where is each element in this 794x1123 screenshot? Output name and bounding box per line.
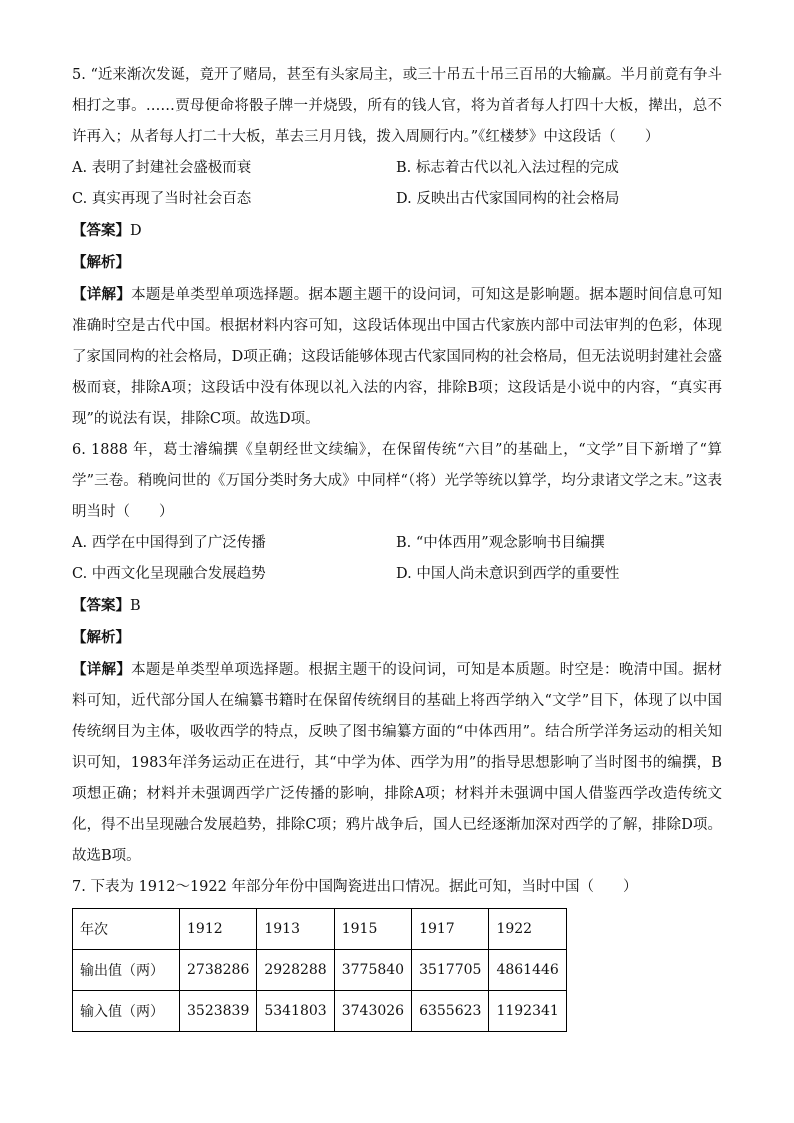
q5-option-c: C. 真实再现了当时社会百态 [72, 191, 252, 207]
table-cell: 输入值（两） [73, 991, 180, 1032]
q5-answer-tag: 【答案】 [72, 222, 130, 239]
q6-options [72, 528, 722, 590]
q6-detail: 本题是单类型单项选择题。根据主题干的设问词，可知是本质题。时空是：晚清中国。据材料可知，近代部分国人在编纂书籍时在保留传统纲目的基础上将西学纳入“文学”目下，体现了以中国传统纲目为主体，吸收西学的特点，反映了图书编纂方面的“中体西用”。结合所学洋务运动的相关知识可知，1983年洋务运动正在进行，其“中学为体、西学为用”的指导思想影响了当时图书的编撰，B项想正确；材料并未强调西学广泛传播的影响，排除A项；材料并未强调中国人借鉴西学改造传统文化，得不出呈现融合发展趋势，排除C项；鸦片战争后，国人已经逐渐加深对西学的了解，排除D项。故选B项。 [72, 662, 723, 864]
table-cell: 输出值（两） [73, 950, 180, 991]
table-header-row [73, 909, 567, 950]
table-header-cell: 1912 [180, 909, 257, 950]
q5-analysis-tag: 【解析】 [72, 254, 130, 271]
document-page [72, 60, 722, 1032]
table-cell: 2738286 [180, 950, 257, 991]
q5-answer: D [130, 223, 142, 239]
q6-option-b: B. “中体西用”观念影响书目编撰 [396, 535, 605, 551]
q6-answer: B [130, 598, 141, 614]
table-cell: 3517705 [412, 950, 489, 991]
table-cell: 3523839 [180, 991, 257, 1032]
q6-detail-para [72, 654, 722, 872]
q6-detail-tag: 【详解】 [72, 661, 132, 678]
table-cell: 4861446 [489, 950, 566, 991]
q6-option-a: A. 西学在中国得到了广泛传播 [72, 535, 266, 551]
q5-detail-tag: 【详解】 [72, 286, 132, 303]
table-header-cell: 1915 [334, 909, 411, 950]
q5-options [72, 153, 722, 215]
table-cell: 3775840 [334, 950, 411, 991]
q7-stem: 7. 下表为 1912～1922 年部分年份中国陶瓷进出口情况。据此可知，当时中国（ ） [72, 879, 638, 895]
q5-option-a: A. 表明了封建社会盛极而衰 [72, 160, 252, 176]
q5-option-b: B. 标志着古代以礼入法过程的完成 [396, 160, 619, 176]
table-cell: 1192341 [489, 991, 566, 1032]
q5-detail-para [72, 279, 722, 435]
table-row [73, 950, 567, 991]
q6-option-d: D. 中国人尚未意识到西学的重要性 [396, 566, 620, 582]
table-cell: 5341803 [257, 991, 334, 1032]
table-header-cell: 年次 [73, 909, 180, 950]
table-cell: 6355623 [412, 991, 489, 1032]
table-cell: 3743026 [334, 991, 411, 1032]
table-row [73, 991, 567, 1032]
q5-analysis-line [72, 247, 722, 279]
q5-answer-line [72, 215, 722, 247]
q6-stem: 6. 1888 年，葛士濬编撰《皇朝经世文续编》，在保留传统“六目”的基础上，“文学”目下新增了“算学”三卷。稍晚问世的《万国分类时务大成》中同样“（将）光学等统以算学，均分隶诸文学之末。”这表明当时（ ） [72, 442, 722, 520]
q5-detail: 本题是单类型单项选择题。据本题主题干的设问词，可知这是影响题。据本题时间信息可知准确时空是古代中国。根据材料内容可知，这段话体现出中国古代家族内部中司法审判的色彩，体现了家国同构的社会格局，D项正确；这段话能够体现古代家国同构的社会格局，但无法说明封建社会盛极而衰，排除A项；这段话中没有体现以礼入法的内容，排除B项；这段话是小说中的内容，“真实再现”的说法有误，排除C项。故选D项。 [72, 287, 723, 427]
q6-answer-line [72, 590, 722, 622]
table-header-cell: 1913 [257, 909, 334, 950]
q5-option-d: D. 反映出古代家国同构的社会格局 [396, 191, 620, 207]
table-cell: 2928288 [257, 950, 334, 991]
q5-stem: 5. “近来渐次发诞，竟开了赌局，甚至有头家局主，或三十吊五十吊三百吊的大输赢。半月前竟有争斗相打之事。……贾母便命将骰子牌一并烧毁，所有的钱人官，将为首者每人打四十大板，撵出，总不许再入；从者每人打二十大板，革去三月月钱，拨入周厕行内。”《红楼梦》中这段话（ ） [72, 67, 722, 145]
ceramics-trade-table [72, 908, 567, 1032]
q6-analysis-line [72, 622, 722, 654]
table-header-cell: 1922 [489, 909, 566, 950]
table-header-cell: 1917 [412, 909, 489, 950]
q6-answer-tag: 【答案】 [72, 597, 130, 614]
q6-option-c: C. 中西文化呈现融合发展趋势 [72, 566, 266, 582]
q6-analysis-tag: 【解析】 [72, 629, 130, 646]
